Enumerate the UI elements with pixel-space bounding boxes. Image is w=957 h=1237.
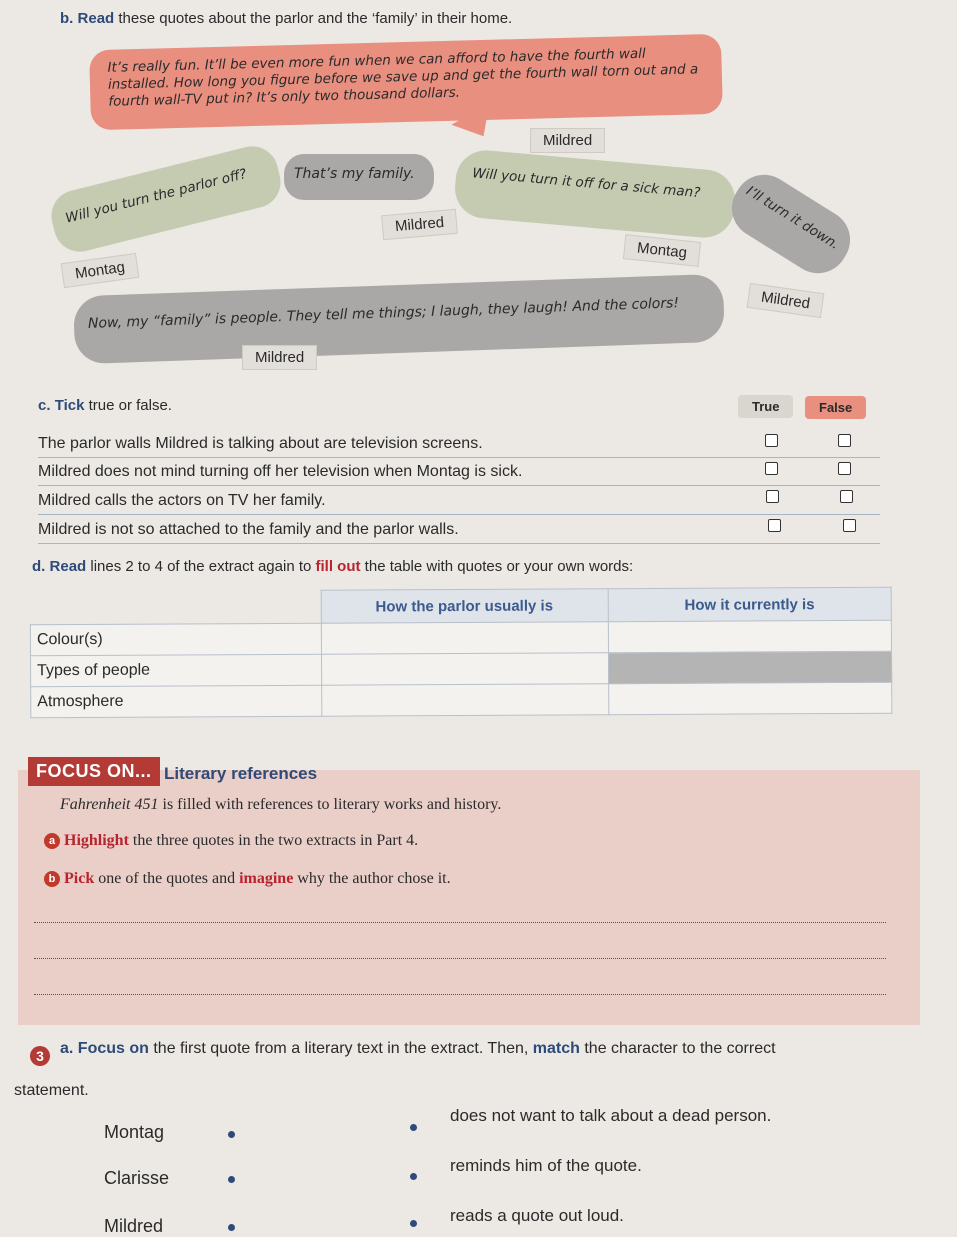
match-statement: reminds him of the quote. [450,1156,642,1175]
match-dot-right[interactable] [410,1124,417,1131]
statement-row: Mildred does not mind turning off her television when Montag is sick. [38,463,880,486]
row-label-types-of-people: Types of people [31,654,322,687]
true-column-header: True [738,395,793,418]
answer-cell[interactable] [608,682,892,714]
false-checkbox-2[interactable] [838,462,851,475]
answer-line[interactable] [34,922,886,923]
false-checkbox-3[interactable] [840,490,853,503]
answer-cell[interactable] [321,684,608,717]
row-label-colours: Colour(s) [30,623,321,656]
true-checkbox-4[interactable] [768,519,781,532]
speaker-label: Montag [61,253,140,288]
answer-line[interactable] [34,958,886,959]
focus-task-a: a Highlight the three quotes in the two extracts in Part 4. [44,832,418,850]
speaker-label: Mildred [381,209,458,240]
section-d-heading: d. Read lines 2 to 4 of the extract again to fill out the table with quotes or your own words: [32,558,634,575]
statement-row: The parlor walls Mildred is talking about are television screens. [38,435,880,458]
focus-on-tag: FOCUS ON... [28,757,160,786]
match-statement: does not want to talk about a dead person. [450,1106,772,1125]
quote-bubble-my-family: That’s my family. [284,154,434,200]
section-c-heading: c. Tick true or false. [38,397,172,414]
match-statement: reads a quote out loud. [450,1206,624,1225]
character-mildred: Mildred [104,1216,164,1236]
row-label-atmosphere: Atmosphere [31,685,322,718]
true-checkbox-3[interactable] [766,490,779,503]
quote-bubble-mildred-fourth-wall: It’s really fun. It’ll be even more fun when we can afford to have the fourth wall installed. How long you figure before we save up and get the fourth wall torn out and a fourth wall-TV put in? It’s only two thousand dollars. [89,34,723,131]
true-checkbox-2[interactable] [765,462,778,475]
focus-title: Literary references [164,764,318,783]
speaker-label: Montag [623,234,701,267]
character-montag: Montag [104,1122,165,1142]
marker-a-icon: a [44,833,60,849]
match-dot-left[interactable] [228,1176,235,1183]
quote-bubble-sick-man: Will you turn it off for a sick man? [453,148,738,240]
answer-cell[interactable] [608,620,892,652]
false-column-header: False [805,396,866,419]
match-dot-right[interactable] [410,1220,417,1227]
false-checkbox-1[interactable] [838,434,851,447]
focus-task-b: b Pick one of the quotes and imagine why the author chose it. [44,870,451,888]
match-dot-right[interactable] [410,1173,417,1180]
answer-cell[interactable] [321,653,608,686]
match-dot-left[interactable] [228,1131,235,1138]
parlor-table [30,587,893,719]
column-header-currently: How it currently is [608,587,892,621]
answer-line[interactable] [34,994,886,995]
column-header-usually: How the parlor usually is [321,589,608,624]
quote-bubble-family-people: Now, my “family” is people. They tell me things; I laugh, they laugh! And the colors! [73,274,725,365]
speaker-label: Mildred [530,128,605,153]
true-checkbox-1[interactable] [765,434,778,447]
statement-row: Mildred is not so attached to the family and the parlor walls. [38,521,880,544]
quote-bubble-montag-parlor-off: Will you turn the parlor off? [46,141,286,257]
false-checkbox-4[interactable] [843,519,856,532]
focus-intro: Fahrenheit 451 is filled with references to literary works and history. [60,796,502,813]
speaker-label: Mildred [242,345,317,370]
match-dot-left[interactable] [228,1224,235,1231]
quote-bubble-turn-it-down: I’ll turn it down. [721,163,862,284]
statement-row: Mildred calls the actors on TV her family. [38,492,880,515]
question-number-badge: 3 [30,1046,50,1066]
shaded-cell [608,651,892,683]
question-3a-instruction-cont: statement. [14,1082,89,1099]
character-clarisse: Clarisse [104,1168,170,1188]
marker-b-icon: b [44,871,60,887]
speaker-label: Mildred [747,283,825,318]
answer-cell[interactable] [321,622,608,655]
section-b-heading: b. Read these quotes about the parlor and the ‘family’ in their home. [60,10,513,27]
question-3a-instruction: a. Focus on the first quote from a literary text in the extract. Then, match the character to the correct [60,1040,776,1057]
